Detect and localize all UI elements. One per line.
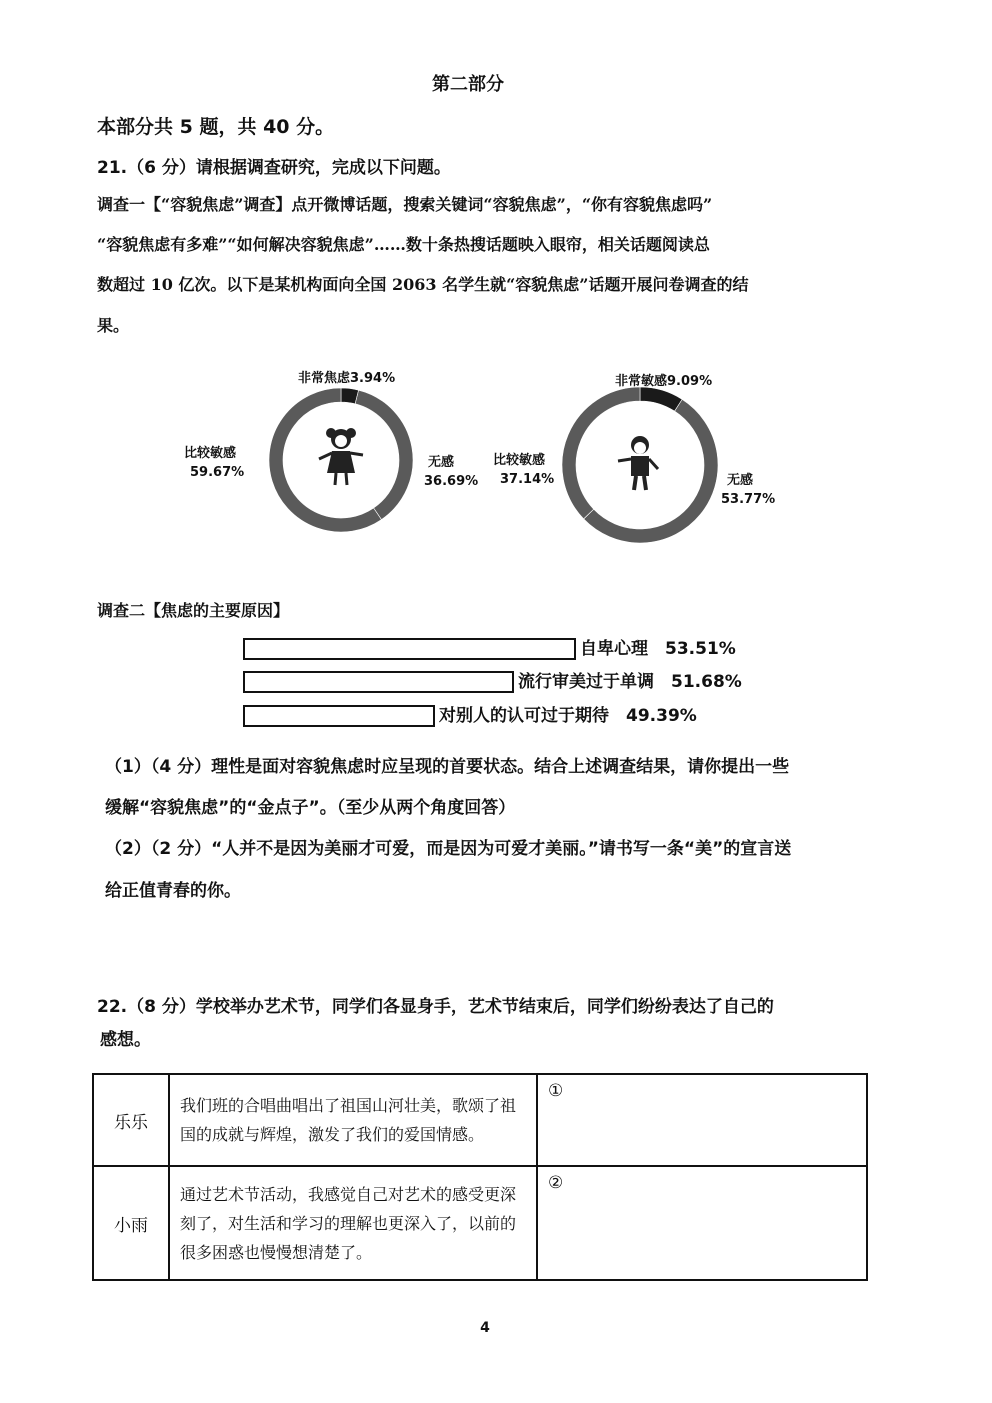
- bar-流行审美过于单调: [243, 671, 514, 693]
- bar-label: 对别人的认可过于期待 49.39%: [439, 706, 697, 726]
- survey1-line: 调查一【“容貌焦虑”调查】点开微博话题，搜索关键词“容貌焦虑”，“你有容貌焦虑吗”: [97, 195, 713, 214]
- subquestion-1-line: （1）（4 分）理性是面对容貌焦虑时应呈现的首要状态。结合上述调查结果，请你提出一些: [105, 757, 790, 777]
- donut-chart-boys: [560, 385, 720, 545]
- student-name: 乐乐: [93, 1074, 169, 1166]
- student-comment: 通过艺术节活动，我感觉自己对艺术的感受更深刻了，对生活和学习的理解也更深入了，以前的很多困惑也慢慢想清楚了。: [169, 1166, 537, 1280]
- table-row: [93, 1166, 867, 1280]
- chart2-label-none: 无感: [727, 473, 754, 488]
- chart2-label-very-sensitive: 非常敏感9.09%: [615, 374, 713, 389]
- feedback-table: [92, 1073, 868, 1281]
- donut-slice-比较敏感: [269, 388, 381, 532]
- girl-icon: [319, 428, 363, 485]
- boy-icon: [618, 436, 658, 490]
- donut-chart-girls: [266, 385, 416, 535]
- chart1-label-sensitive: 比较敏感: [184, 446, 237, 461]
- subquestion-2-line: 给正值青春的你。: [105, 881, 241, 901]
- survey1-line: “容貌焦虑有多难”“如何解决容貌焦虑”……数十条热搜话题映入眼帘，相关话题阅读总: [97, 235, 710, 254]
- question-22-heading: 22.（8 分）学校举办艺术节，同学们各显身手，艺术节结束后，同学们纷纷表达了自己的: [97, 997, 774, 1017]
- bar-label: 自卑心理 53.51%: [580, 639, 736, 659]
- subquestion-2-line: （2）（2 分）“人并不是因为美丽才可爱，而是因为可爱才美丽。”请书写一条“美”的宣言送: [105, 839, 792, 859]
- table-row: [93, 1074, 867, 1166]
- donut-slice-无感: [355, 390, 413, 519]
- bar-label: 流行审美过于单调 51.68%: [518, 672, 742, 692]
- section-intro: 本部分共 5 题，共 40 分。: [97, 116, 335, 138]
- chart1-value-sensitive: 59.67%: [190, 465, 245, 480]
- page-number: 4: [480, 1320, 490, 1336]
- question-22-heading-cont: 感想。: [100, 1030, 151, 1050]
- answer-cell-2[interactable]: ②: [537, 1166, 867, 1280]
- survey1-line: 果。: [97, 316, 130, 335]
- section-title: 第二部分: [432, 74, 504, 95]
- bar-对别人的认可过于期待: [243, 705, 435, 727]
- survey2-title: 调查二【焦虑的主要原因】: [97, 601, 290, 620]
- chart1-label-very-anxious: 非常焦虑3.94%: [298, 371, 396, 386]
- bar-自卑心理: [243, 638, 576, 660]
- donut-slice-比较敏感: [562, 387, 640, 519]
- answer-cell-1[interactable]: ①: [537, 1074, 867, 1166]
- chart1-label-none: 无感: [428, 455, 455, 470]
- survey1-line: 数超过 10 亿次。以下是某机构面向全国 2063 名学生就“容貌焦虑”话题开展问卷调查的结: [97, 275, 749, 294]
- question-21-heading: 21.（6 分）请根据调查研究，完成以下问题。: [97, 158, 451, 178]
- subquestion-1-line: 缓解“容貌焦虑”的“金点子”。（至少从两个角度回答）: [105, 798, 516, 818]
- chart2-value-none: 53.77%: [721, 492, 776, 507]
- chart1-value-none: 36.69%: [424, 474, 479, 489]
- student-name: 小雨: [93, 1166, 169, 1280]
- chart2-label-sensitive: 比较敏感: [493, 453, 546, 468]
- student-comment: 我们班的合唱曲唱出了祖国山河壮美，歌颂了祖国的成就与辉煌，激发了我们的爱国情感。: [169, 1074, 537, 1166]
- donut-slice-无感: [584, 399, 718, 543]
- chart2-value-sensitive: 37.14%: [500, 472, 555, 487]
